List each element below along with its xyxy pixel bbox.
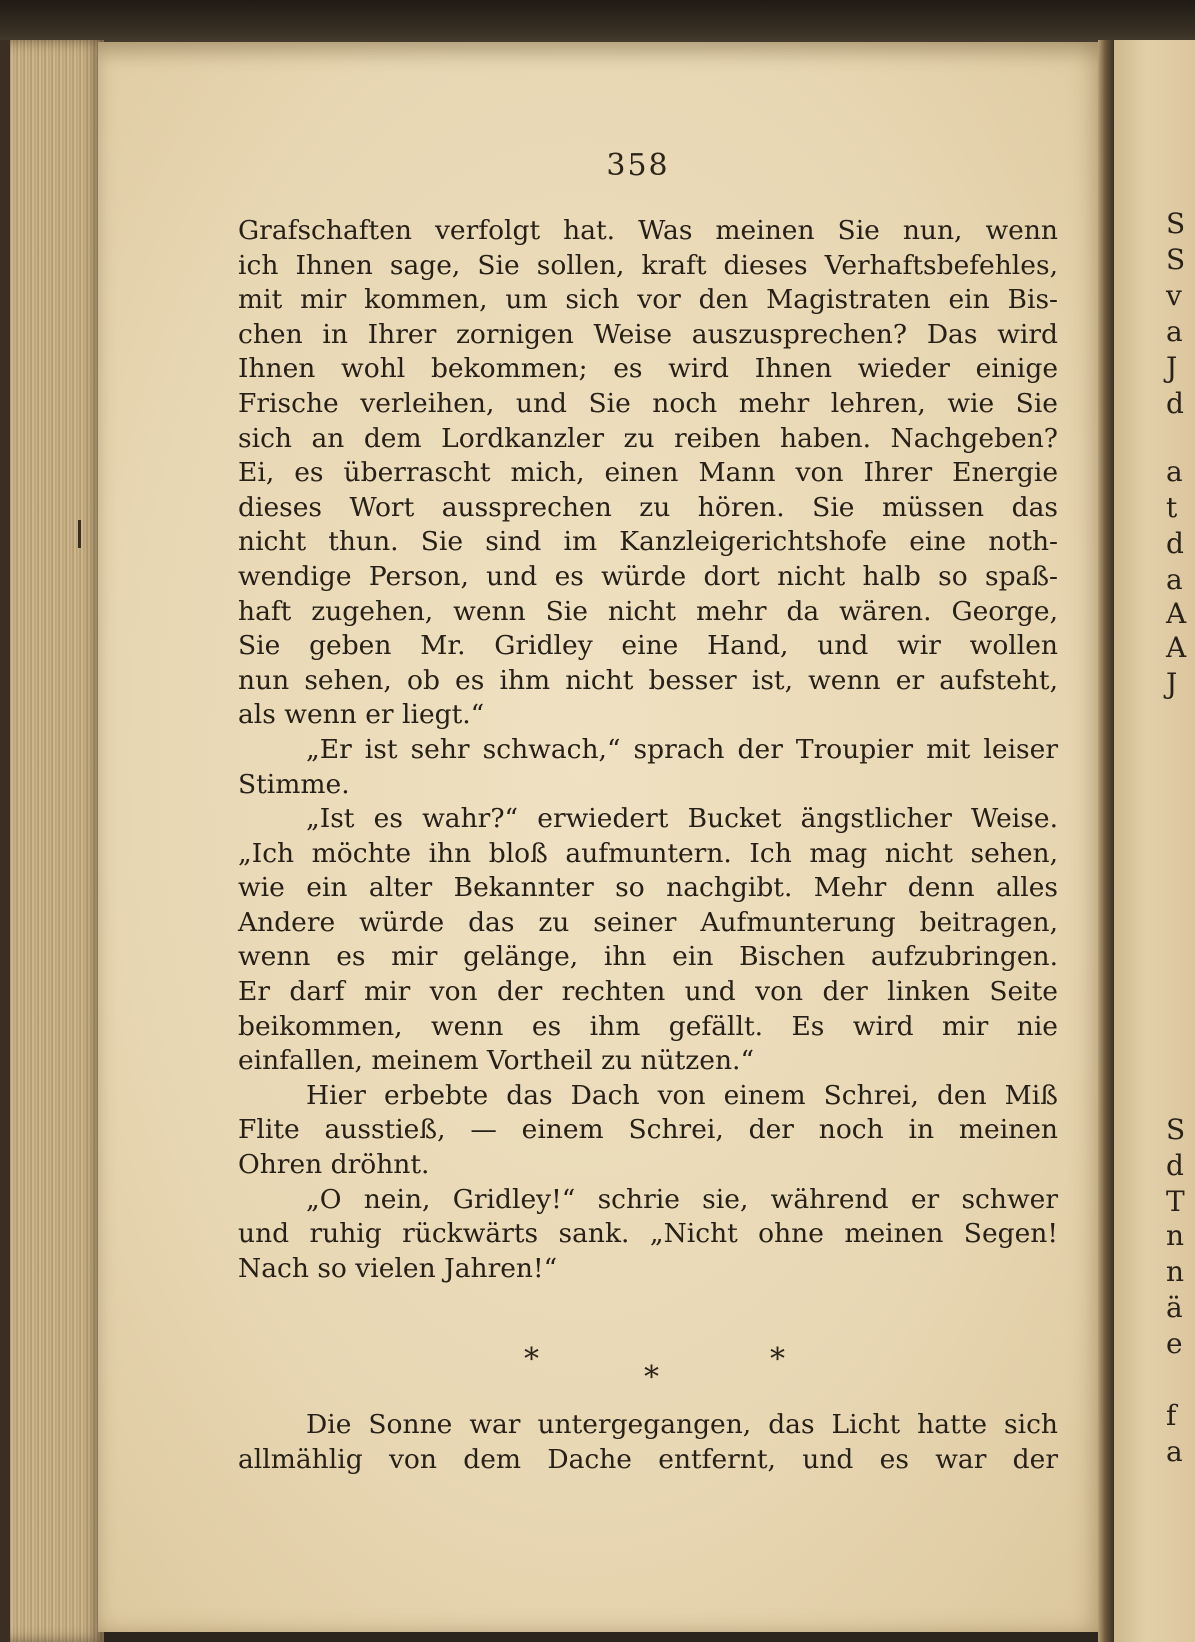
text-line: „Er ist sehr schwach,“ sprach der Troupier mit leiser <box>306 733 1058 765</box>
facing-page-glyph: d <box>1166 387 1184 420</box>
text-line: Nach so vielen Jahren!“ <box>238 1252 558 1284</box>
text-line: nun sehen, ob es ihm nicht besser ist, wenn er aufsteht, <box>238 664 1058 696</box>
facing-page-glyph: S <box>1166 243 1186 276</box>
text-line: allmählig von dem Dache entfernt, und es war der <box>238 1443 1058 1475</box>
text-line: ich Ihnen sage, Sie sollen, kraft dieses Verhaftsbefehles, <box>238 249 1058 281</box>
body-text <box>238 214 1058 1286</box>
facing-page-glyph: f <box>1166 1399 1177 1432</box>
facing-page-glyph: J <box>1166 351 1178 384</box>
facing-page-glyph: d <box>1166 1149 1184 1182</box>
text-line: Andere würde das zu seiner Aufmunterung beitragen, <box>238 906 1058 938</box>
facing-page-glyph: a <box>1166 315 1183 348</box>
facing-page-glyph: a <box>1166 455 1183 488</box>
section-break-star: * <box>644 1360 659 1395</box>
text-line: wenn es mir gelänge, ihn ein Bischen aufzubringen. <box>238 941 1058 973</box>
facing-page-glyph: T <box>1166 1185 1185 1218</box>
section-break-star: * <box>770 1342 785 1377</box>
text-line: beikommen, wenn es ihm gefällt. Es wird mir nie <box>238 1010 1058 1042</box>
facing-page-glyph: S <box>1166 207 1186 240</box>
facing-page-glyph: J <box>1166 667 1178 700</box>
page-number: 358 <box>606 148 670 183</box>
text-line: Die Sonne war untergegangen, das Licht hatte sich <box>306 1409 1058 1440</box>
text-line: als wenn er liegt.“ <box>238 699 485 731</box>
text-line: nicht thun. Sie sind im Kanzleigerichtshofe eine noth- <box>238 526 1058 558</box>
text-line: Stimme. <box>238 768 350 800</box>
text-line: Hier erbebte das Dach von einem Schrei, den Miß <box>306 1079 1058 1111</box>
text-line: wie ein alter Bekannter so nachgibt. Mehr denn alles <box>238 872 1058 904</box>
text-line: einfallen, meinem Vortheil zu nützen.“ <box>238 1045 754 1077</box>
facing-page-glyph: v <box>1166 279 1182 312</box>
facing-page-glyph: e <box>1166 1327 1183 1360</box>
facing-page-edge <box>1114 40 1195 1642</box>
page-stack-edges <box>0 40 104 1642</box>
text-line: Ei, es überrascht mich, einen Mann von Ihrer Energie <box>238 457 1058 489</box>
facing-page-glyph: ä <box>1166 1291 1183 1324</box>
text-line: und ruhig rückwärts sank. „Nicht ohne meinen Segen! <box>238 1218 1058 1250</box>
text-line: Frische verleihen, und Sie noch mehr lehren, wie Sie <box>238 387 1058 419</box>
facing-page-glyph: d <box>1166 527 1184 560</box>
book-cover-edge <box>0 40 10 1642</box>
facing-page-glyph: a <box>1166 1435 1183 1468</box>
facing-page-glyph: S <box>1166 1113 1186 1146</box>
facing-page-glyph: A <box>1166 631 1187 664</box>
next-paragraph <box>238 1408 1058 1477</box>
text-line: Ihnen wohl bekommen; es wird Ihnen wieder einige <box>238 353 1058 385</box>
facing-page-glyph: t <box>1166 491 1178 524</box>
facing-page-glyph: a <box>1166 563 1183 596</box>
text-line: Flite ausstieß, — einem Schrei, der noch in meinen <box>238 1114 1058 1146</box>
facing-page-glyph: A <box>1166 597 1187 630</box>
text-line: Ohren dröhnt. <box>238 1149 430 1181</box>
text-line: „O nein, Gridley!“ schrie sie, während er schwer <box>306 1183 1058 1215</box>
facing-page-glyph: n <box>1166 1255 1185 1288</box>
text-line: „Ist es wahr?“ erwiedert Bucket ängstlicher Weise. <box>306 803 1058 835</box>
text-line: „Ich möchte ihn bloß aufmuntern. Ich mag nicht sehen, <box>238 837 1058 869</box>
text-line: Er darf mir von der rechten und von der linken Seite <box>238 976 1058 1008</box>
page-mark <box>78 520 81 548</box>
text-line: Grafschaften verfolgt hat. Was meinen Sie nun, wenn <box>238 215 1058 246</box>
text-line: dieses Wort aussprechen zu hören. Sie müssen das <box>238 491 1058 523</box>
text-line: chen in Ihrer zornigen Weise auszusprechen? Das wird <box>238 318 1058 350</box>
facing-page-glyph: n <box>1166 1219 1185 1252</box>
text-line: wendige Person, und es würde dort nicht halb so spaß- <box>238 560 1058 592</box>
text-line: mit mir kommen, um sich vor den Magistraten ein Bis- <box>238 284 1058 316</box>
book-gutter <box>1098 40 1114 1642</box>
text-line: haft zugehen, wenn Sie nicht mehr da wären. George, <box>238 595 1058 627</box>
text-line: Sie geben Mr. Gridley eine Hand, und wir wollen <box>238 630 1058 662</box>
text-line: sich an dem Lordkanzler zu reiben haben. Nachgeben? <box>238 422 1058 454</box>
section-break-star: * <box>524 1342 539 1377</box>
